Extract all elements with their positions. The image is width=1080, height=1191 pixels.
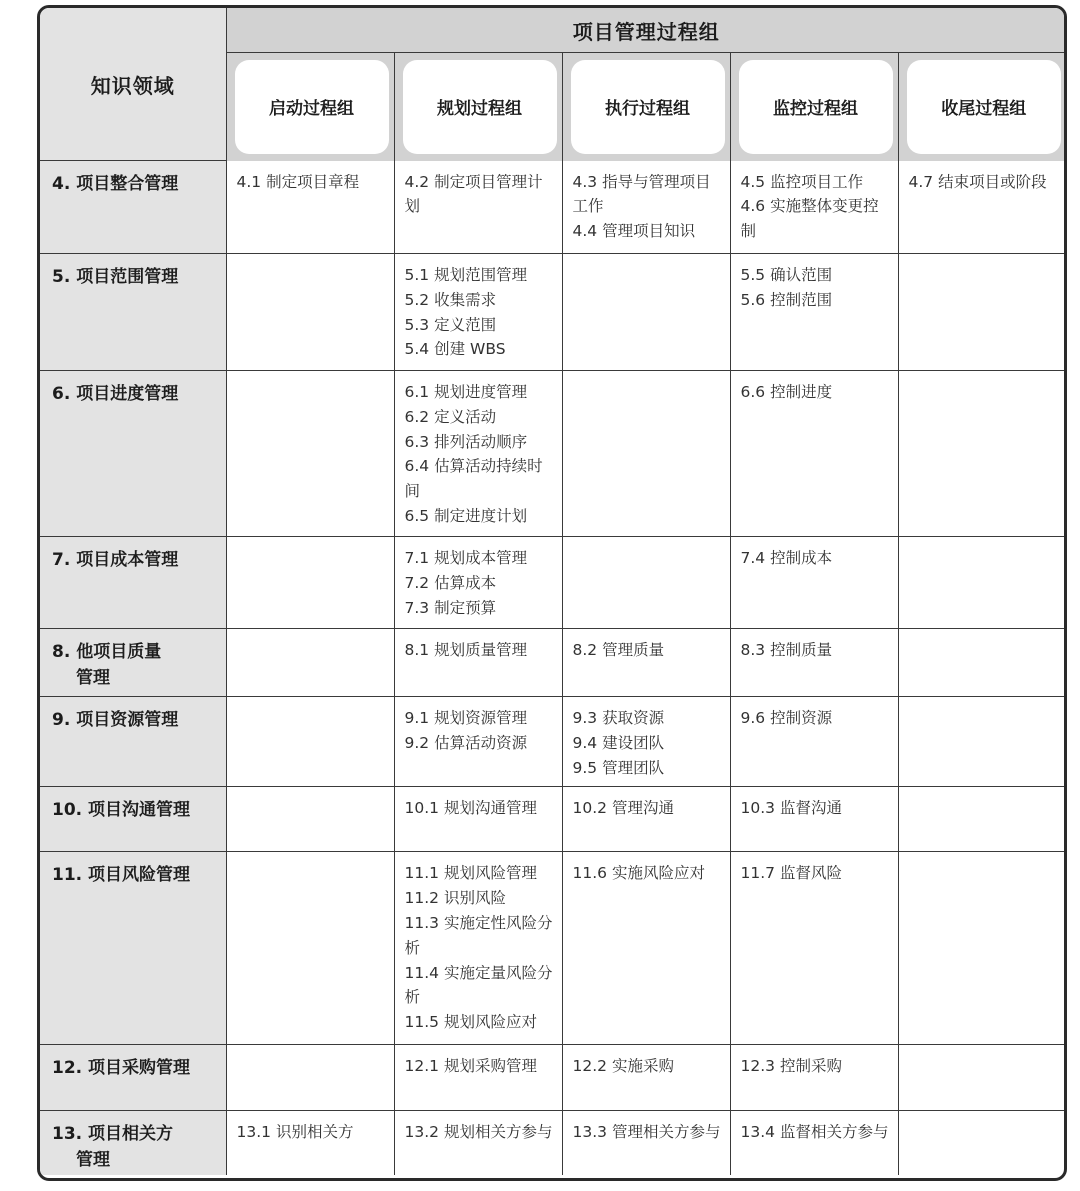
process-item: 9.6 控制资源 (740, 709, 833, 727)
process-cell (898, 852, 1066, 1045)
table-row (40, 852, 1066, 1045)
process-group-header-closing (898, 53, 1066, 161)
process-cell (226, 1111, 394, 1175)
process-cell (898, 371, 1066, 537)
process-cell (730, 254, 898, 371)
process-cell (730, 852, 898, 1045)
process-cell (394, 161, 562, 254)
process-cell (898, 537, 1066, 629)
table-row (40, 629, 1066, 697)
knowledge-area-label: 9. 项目资源管理 (52, 710, 179, 730)
process-item: 4.4 管理项目知识 (572, 222, 696, 241)
process-item: 7.1 规划成本管理 (404, 549, 528, 567)
knowledge-area-label: 4. 项目整合管理 (52, 174, 179, 194)
process-item: 6.3 排列活动顺序 (404, 432, 528, 451)
process-item: 6.1 规划进度管理 (404, 383, 528, 401)
table-row (40, 787, 1066, 852)
process-item: 11.3 实施定性风险分析 (404, 913, 553, 957)
knowledge-area-cell (40, 787, 226, 852)
knowledge-area-cell (40, 852, 226, 1045)
process-cell (730, 787, 898, 852)
process-item: 11.4 实施定量风险分析 (404, 963, 553, 1007)
process-item: 13.1 识别相关方 (236, 1123, 354, 1142)
process-cell (562, 161, 730, 254)
process-cell (730, 1111, 898, 1175)
table-row (40, 254, 1066, 371)
process-cell (394, 1111, 562, 1175)
process-cell (226, 852, 394, 1045)
process-item: 7.4 控制成本 (740, 549, 833, 567)
process-item: 7.3 制定预算 (404, 598, 497, 617)
process-cell (730, 1045, 898, 1111)
process-cell (562, 1045, 730, 1111)
process-item: 8.1 规划质量管理 (404, 641, 528, 659)
process-cell (898, 1045, 1066, 1111)
table-row (40, 697, 1066, 787)
process-item: 6.6 控制进度 (740, 383, 833, 401)
process-cell (898, 787, 1066, 852)
knowledge-area-label-line2: 管理 (76, 1150, 110, 1171)
process-cell (226, 161, 394, 254)
process-cell (730, 629, 898, 697)
process-item: 8.3 控制质量 (740, 641, 833, 659)
process-item: 11.1 规划风险管理 (404, 864, 537, 883)
process-group-label: 监控过程组 (739, 60, 893, 154)
process-cell (730, 697, 898, 787)
process-cell (562, 787, 730, 852)
process-item: 8.2 管理质量 (572, 641, 665, 659)
knowledge-area-label-line2: 管理 (76, 668, 110, 688)
process-cell (394, 629, 562, 697)
process-item: 4.5 监控项目工作 (740, 172, 864, 191)
process-item: 12.2 实施采购 (572, 1057, 674, 1076)
knowledge-area-label: 10. 项目沟通管理 (52, 800, 191, 821)
process-cell (898, 697, 1066, 787)
process-group-label: 启动过程组 (235, 60, 389, 154)
process-item: 13.4 监督相关方参与 (740, 1123, 889, 1142)
process-cell (226, 1045, 394, 1111)
process-item: 11.5 规划风险应对 (404, 1013, 537, 1032)
process-cell (562, 537, 730, 629)
process-item: 11.7 监督风险 (740, 864, 842, 883)
process-group-label: 规划过程组 (403, 60, 557, 154)
process-item: 7.2 估算成本 (404, 573, 497, 592)
process-group-header-executing (562, 53, 730, 161)
process-item: 5.6 控制范围 (740, 290, 833, 309)
process-item: 12.3 控制采购 (740, 1057, 842, 1076)
process-item: 9.4 建设团队 (572, 733, 665, 752)
knowledge-area-label: 8. 他项目质量 (52, 642, 162, 662)
process-cell (226, 787, 394, 852)
knowledge-area-label: 7. 项目成本管理 (52, 550, 179, 570)
process-group-label: 执行过程组 (571, 60, 725, 154)
knowledge-area-cell (40, 161, 226, 254)
process-cell (394, 254, 562, 371)
process-group-header-planning (394, 53, 562, 161)
process-item: 11.2 识别风险 (404, 889, 506, 908)
knowledge-area-cell (40, 629, 226, 697)
process-cell (394, 697, 562, 787)
process-group-header-initiating (226, 53, 394, 161)
process-cell (562, 852, 730, 1045)
process-item: 4.6 实施整体变更控制 (740, 197, 879, 241)
process-cell (226, 629, 394, 697)
process-item: 4.7 结束项目或阶段 (908, 172, 1047, 191)
process-cell (394, 537, 562, 629)
process-item: 10.2 管理沟通 (572, 799, 674, 818)
knowledge-area-label: 5. 项目范围管理 (52, 267, 179, 287)
knowledge-area-header: 知识领域 (40, 8, 226, 161)
process-cell (226, 371, 394, 537)
process-item: 9.1 规划资源管理 (404, 709, 528, 727)
table-row (40, 1045, 1066, 1111)
knowledge-area-cell (40, 1111, 226, 1175)
process-item: 13.2 规划相关方参与 (404, 1123, 553, 1142)
process-cell (898, 1111, 1066, 1175)
process-item: 5.5 确认范围 (740, 266, 833, 284)
process-item: 5.1 规划范围管理 (404, 266, 528, 284)
process-groups-title: 项目管理过程组 (226, 8, 1066, 53)
process-item: 5.3 定义范围 (404, 315, 497, 334)
process-item: 6.5 制定进度计划 (404, 506, 528, 525)
process-cell (394, 852, 562, 1045)
process-cell (730, 537, 898, 629)
process-matrix-frame (37, 5, 1067, 1181)
process-item: 10.3 监督沟通 (740, 799, 842, 818)
knowledge-area-label: 11. 项目风险管理 (52, 865, 191, 886)
knowledge-area-cell (40, 254, 226, 371)
knowledge-area-label: 6. 项目进度管理 (52, 384, 179, 404)
process-cell (898, 254, 1066, 371)
process-cell (562, 1111, 730, 1175)
process-item: 6.2 定义活动 (404, 407, 497, 426)
process-cell (394, 371, 562, 537)
process-cell (562, 697, 730, 787)
table-row (40, 537, 1066, 629)
process-group-label: 收尾过程组 (907, 60, 1062, 154)
process-cell (562, 254, 730, 371)
process-cell (898, 629, 1066, 697)
process-item: 9.5 管理团队 (572, 758, 665, 777)
process-item: 5.2 收集需求 (404, 290, 497, 309)
knowledge-area-cell (40, 371, 226, 537)
process-cell (226, 697, 394, 787)
table-row (40, 1111, 1066, 1175)
process-item: 12.1 规划采购管理 (404, 1057, 537, 1076)
process-item: 4.1 制定项目章程 (236, 172, 360, 191)
process-matrix-table (40, 8, 1066, 1175)
knowledge-area-label: 13. 项目相关方 (52, 1124, 174, 1145)
process-cell (562, 371, 730, 537)
process-matrix-body (40, 161, 1066, 1175)
process-item: 9.3 获取资源 (572, 709, 665, 727)
process-item: 11.6 实施风险应对 (572, 864, 705, 883)
process-cell (898, 161, 1066, 254)
table-row (40, 161, 1066, 254)
process-item: 5.4 创建 WBS (404, 340, 506, 359)
process-cell (226, 254, 394, 371)
process-cell (562, 629, 730, 697)
process-item: 4.3 指导与管理项目工作 (572, 172, 711, 216)
knowledge-area-cell (40, 1045, 226, 1111)
process-cell (394, 787, 562, 852)
process-cell (730, 161, 898, 254)
knowledge-area-label: 12. 项目采购管理 (52, 1058, 191, 1079)
process-item: 13.3 管理相关方参与 (572, 1123, 721, 1142)
process-item: 4.2 制定项目管理计划 (404, 172, 543, 216)
process-group-header-monitoring (730, 53, 898, 161)
process-item: 10.1 规划沟通管理 (404, 799, 537, 818)
knowledge-area-cell (40, 537, 226, 629)
process-cell (394, 1045, 562, 1111)
process-cell (730, 371, 898, 537)
table-row (40, 371, 1066, 537)
knowledge-area-cell (40, 697, 226, 787)
process-item: 6.4 估算活动持续时间 (404, 457, 543, 501)
process-cell (226, 537, 394, 629)
process-item: 9.2 估算活动资源 (404, 733, 528, 752)
